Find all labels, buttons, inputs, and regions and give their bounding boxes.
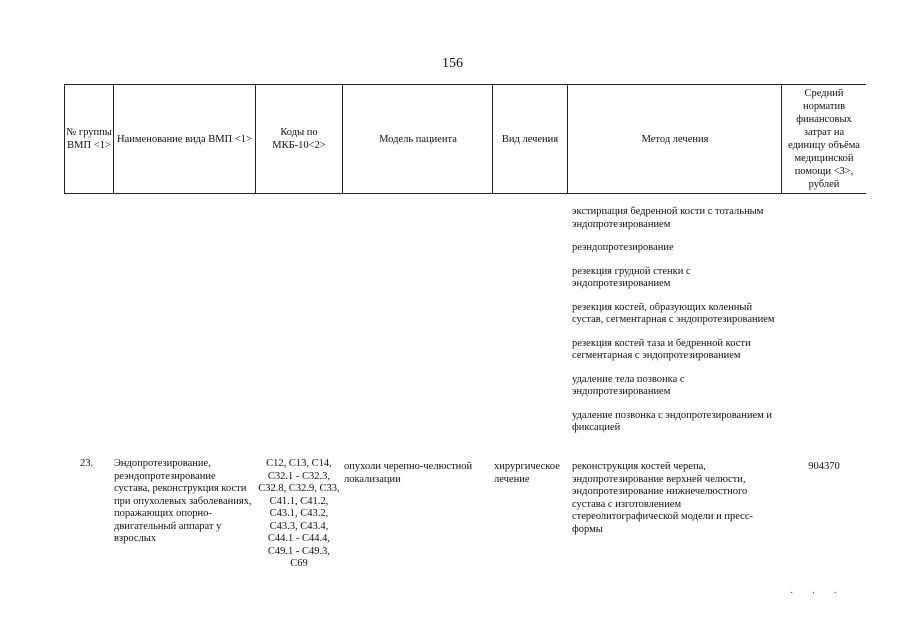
row-treatment-type: хирургическое лечение xyxy=(494,461,560,485)
row-vmp-name: Эндопротезирование, реэндопротезирование сустава, реконструкция кости при опухолевых заболеваниях, поражающих опорно-двигательный аппарат у взрослых xyxy=(114,458,252,544)
method-item: экстирпация бедренной кости с тотальным эндопротезированием xyxy=(572,206,764,230)
column-divider xyxy=(492,84,493,194)
column-divider xyxy=(255,84,256,194)
row-group-number: 23. xyxy=(80,458,94,469)
row-icd-codes: C12, C13, C14, C32.1 - C32.3, C32.8, C32.9, C33, C41.1, C41.2, C43.1, C43.2, C43.3, C43.4, C44.1 - C44.4, C49.1 - C49.3, C69 xyxy=(258,458,340,569)
row-average-cost: 904370 xyxy=(808,461,840,472)
method-item: реэндопротезирование xyxy=(572,242,674,253)
header-group-number: № группы ВМП <1> xyxy=(66,127,112,151)
column-divider xyxy=(64,84,65,194)
method-item: удаление позвонка с эндопротезированием и фиксацией xyxy=(572,409,773,433)
page-number: 156 xyxy=(442,56,463,71)
header-treatment-method: Метод лечения xyxy=(641,133,709,145)
header-patient-model: Модель пациента xyxy=(379,133,457,145)
column-divider xyxy=(342,84,343,194)
header-vmp-name: Наименование вида ВМП <1> xyxy=(117,133,252,145)
row-treatment-method: реконструкция костей черепа, эндопротезирование верхней челюсти, эндопротезирование нижнечелюстного сустава с изготовлением стереолитографической модели и пресс-формы xyxy=(572,461,753,535)
continuation-method-list xyxy=(572,206,782,446)
method-item: резекция костей таза и бедренной кости сегментарная с эндопротезированием xyxy=(572,337,751,361)
scan-marks: · · · xyxy=(790,588,845,599)
column-divider xyxy=(567,84,568,194)
method-item: удаление тела позвонка с эндопротезированием xyxy=(572,373,685,397)
method-item: резекция грудной стенки с эндопротезированием xyxy=(572,265,691,289)
row-patient-model: опухоли черепно-челюстной локализации xyxy=(344,461,473,485)
header-treatment-type: Вид лечения xyxy=(501,133,559,145)
header-icd-codes: Коды по МКБ-10<2> xyxy=(272,127,326,151)
column-divider xyxy=(781,84,782,194)
column-divider xyxy=(113,84,114,194)
header-average-cost: Средний норматив финансовых затрат на единицу объёма медицинской помощи <3>, рублей xyxy=(788,88,860,190)
method-item: резекция костей, образующих коленный сустав, сегментарная с эндопротезированием xyxy=(572,301,775,325)
